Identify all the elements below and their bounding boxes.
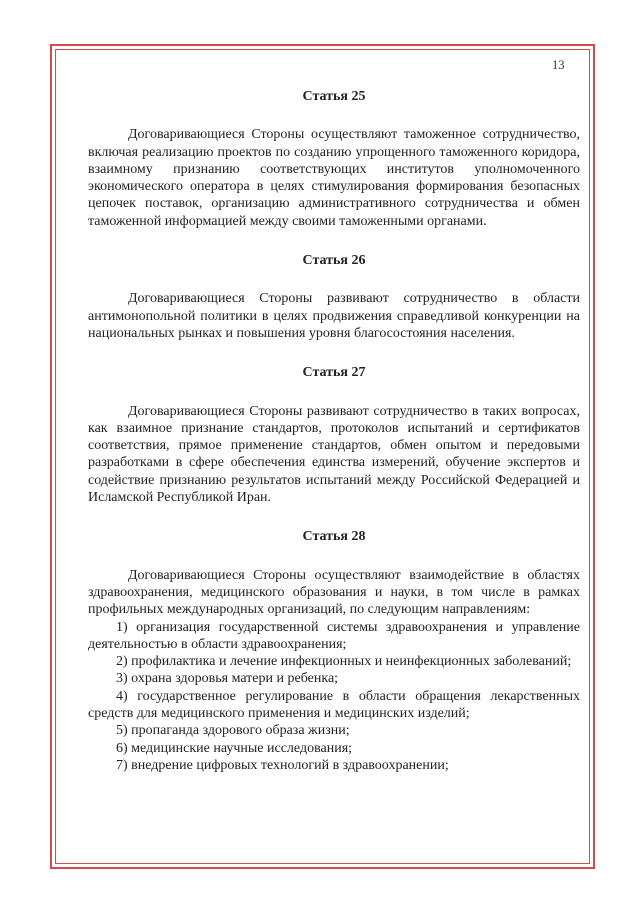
article-26: [88, 252, 580, 342]
list-item: 7) внедрение цифровых технологий в здравоохранении;: [116, 757, 449, 773]
article-heading: Статья 27: [302, 365, 366, 381]
article-paragraph: Договаривающиеся Стороны развивают сотрудничество в области антимонопольной политики в целях продвижения справедливой конкуренции на национальных рынках и повышения уровня благосостояния населения.: [88, 291, 580, 341]
article-paragraph: Договаривающиеся Стороны осуществляют взаимодействие в областях здравоохранения, медицинского образования и науки, в том числе в рамках профильных международных организаций, по следующим направлениям:: [88, 567, 580, 618]
list-item: 2) профилактика и лечение инфекционных и неинфекционных заболеваний;: [116, 654, 572, 670]
list-item: 4) государственное регулирование в области обращения лекарственных средств для медицинского применения и медицинских изделий;: [88, 688, 580, 722]
page-number: 13: [552, 58, 565, 72]
list-item: 1) организация государственной системы здравоохранения и управление деятельностью в области здравоохранения;: [88, 619, 580, 652]
article-28: [88, 528, 580, 774]
article-paragraph: Договаривающиеся Стороны развивают сотрудничество в таких вопросах, как взаимное признание стандартов, протоколов испытаний и сертификатов соответствия, прямое применение стандартов, обмен опытом и передовыми разработками в сфере обеспечения единства измерений, обучение экспертов и содействие признанию результатов испытаний между Российской Федерацией и Исламской Республикой Иран.: [88, 403, 580, 506]
article-heading: Статья 26: [302, 253, 366, 269]
document-body: [88, 88, 580, 796]
list-item: 3) охрана здоровья матери и ребенка;: [116, 671, 339, 687]
article-heading: Статья 25: [302, 89, 366, 104]
list-item: 5) пропаганда здорового образа жизни;: [116, 723, 350, 739]
article-paragraph: Договаривающиеся Стороны осуществляют таможенное сотрудничество, включая реализацию проектов по созданию упрощенного таможенного коридора, взаимному признанию соответствующих институтов уполномоченного экономического оператора в целях стимулирования формирования безопасных цепочек поставок, организацию административного сотрудничества и обмен таможенной информацией между своими таможенными органами.: [88, 127, 580, 229]
article-heading: Статья 28: [302, 529, 366, 545]
list-item: 6) медицинские научные исследования;: [116, 740, 353, 756]
article-25: [88, 88, 580, 230]
article-27: [88, 364, 580, 506]
